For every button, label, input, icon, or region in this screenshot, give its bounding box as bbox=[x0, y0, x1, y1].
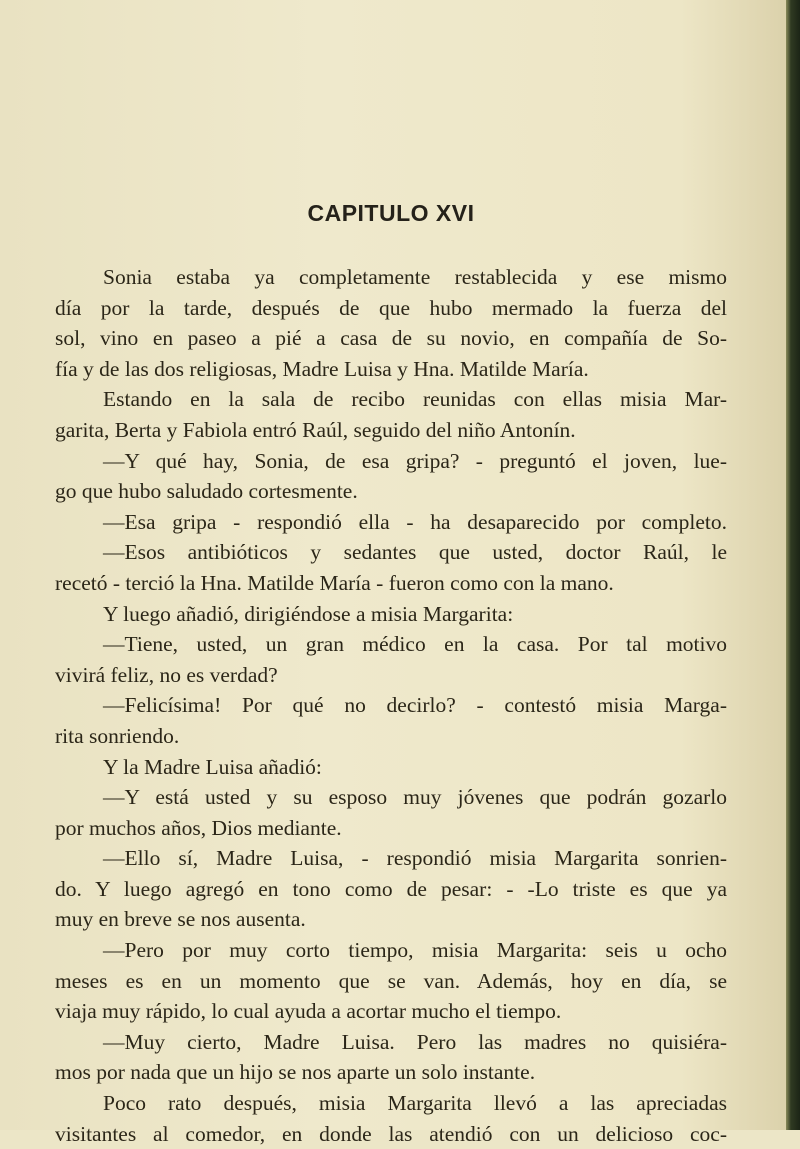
text-line: meses es en un momento que se van. Además, hoy en día, se bbox=[55, 968, 727, 993]
text-line: viaja muy rápido, lo cual ayuda a acortar mucho el tiempo. bbox=[55, 999, 562, 1024]
text-line: go que hubo saludado cortesmente. bbox=[55, 479, 358, 504]
text-line: mos por nada que un hijo se nos aparte un solo instante. bbox=[55, 1060, 536, 1085]
text-line: Sonia estaba ya completamente restablecida y ese mismo bbox=[103, 265, 727, 289]
text-line: —Muy cierto, Madre Luisa. Pero las madres no quisiéra- bbox=[103, 1029, 727, 1054]
text-line: rita sonriendo. bbox=[55, 723, 180, 748]
text-line: do. Y luego agregó en tono como de pesar: - -Lo triste es que ya bbox=[55, 876, 727, 901]
page-edge bbox=[786, 0, 800, 1130]
text-line: Y luego añadió, dirigiéndose a misia Margarita: bbox=[103, 601, 514, 626]
text-line: —Y qué hay, Sonia, de esa gripa? - preguntó el joven, lue- bbox=[103, 448, 727, 473]
text-line: —Tiene, usted, un gran médico en la casa. Por tal motivo bbox=[103, 632, 727, 657]
text-line: visitantes al comedor, en donde las atendió con un delicioso coc- bbox=[55, 1121, 727, 1146]
text-line: recetó - terció la Hna. Matilde María - fueron como con la mano. bbox=[55, 570, 614, 595]
text-line: garita, Berta y Fabiola entró Raúl, seguido del niño Antonín. bbox=[55, 417, 576, 442]
text-line: —Felicísima! Por qué no decirlo? - contestó misia Marga- bbox=[103, 693, 727, 718]
text-line: sol, vino en paseo a pié a casa de su novio, en compañía de So- bbox=[55, 326, 727, 351]
text-line: día por la tarde, después de que hubo mermado la fuerza del bbox=[55, 295, 727, 320]
chapter-title: CAPITULO XVI bbox=[307, 200, 475, 226]
text-line: Y la Madre Luisa añadió: bbox=[103, 754, 322, 779]
text-line: vivirá feliz, no es verdad? bbox=[55, 662, 278, 687]
text-line: —Esos antibióticos y sedantes que usted, doctor Raúl, le bbox=[103, 540, 727, 565]
text-line: —Pero por muy corto tiempo, misia Margarita: seis u ocho bbox=[103, 938, 727, 963]
text-line: muy en breve se nos ausenta. bbox=[55, 907, 306, 932]
text-line: —Esa gripa - respondió ella - ha desaparecido por completo. bbox=[103, 509, 727, 534]
body-text bbox=[55, 262, 727, 1149]
text-line: por muchos años, Dios mediante. bbox=[55, 815, 342, 840]
text-line: Estando en la sala de recibo reunidas con ellas misia Mar- bbox=[103, 387, 727, 412]
text-line: fía y de las dos religiosas, Madre Luisa y Hna. Matilde María. bbox=[55, 356, 589, 381]
text-line: —Y está usted y su esposo muy jóvenes que podrán gozarlo bbox=[103, 785, 727, 810]
text-line: —Ello sí, Madre Luisa, - respondió misia Margarita sonrien- bbox=[103, 846, 727, 871]
text-line: Poco rato después, misia Margarita llevó a las apreciadas bbox=[103, 1091, 727, 1116]
